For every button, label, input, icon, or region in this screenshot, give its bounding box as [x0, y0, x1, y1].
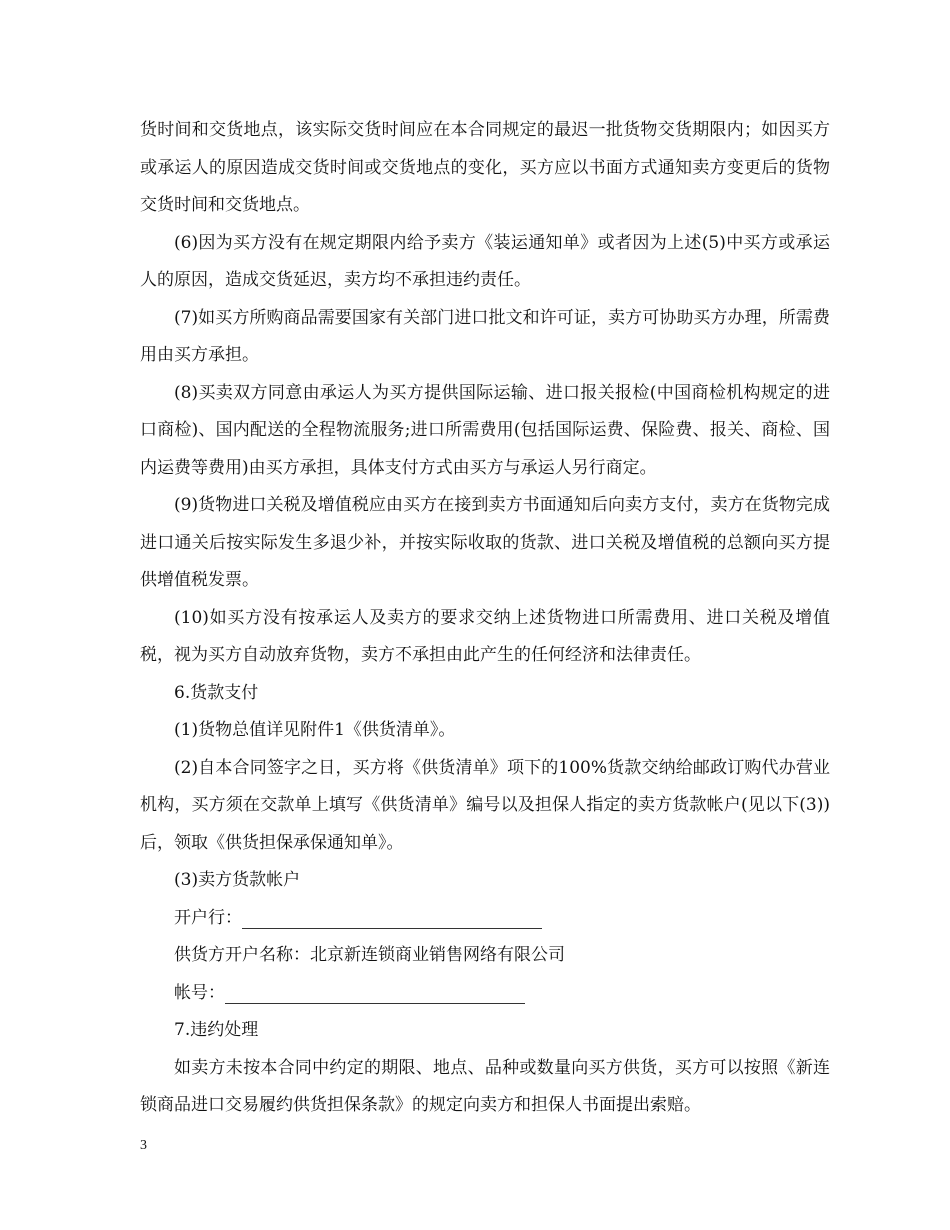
account-number-blank-field [225, 981, 525, 1004]
account-name-line: 供货方开户名称：北京新连锁商业销售网络有限公司 [174, 945, 565, 965]
page-number: 3 [140, 1138, 147, 1153]
section-6-heading: 6.货款支付 [174, 682, 259, 703]
paragraph-delivery-continued: 货时间和交货地点，该实际交货时间应在本合同规定的最迟一批货物交货期限内；如因买方或承运人的原因造成交货时间或交货地点的变化，买方应以书面方式通知卖方变更后的货物交货时间和交货地点。 [140, 120, 830, 215]
bank-line [140, 900, 830, 938]
document-body [140, 112, 830, 1125]
paragraph-clause-9: (9)货物进口关税及增值税应由买方在接到卖方书面通知后向卖方支付，卖方在货物完成进口通关后按实际发生多退少补，并按实际收取的货款、进口关税及增值税的总额向买方提供增值税发票。 [140, 495, 830, 590]
account-number-line [140, 975, 830, 1013]
section-7-heading: 7.违约处理 [174, 1020, 259, 1040]
paragraph-payment-3: (3)卖方货款帐户 [174, 870, 301, 890]
paragraph-clause-6: (6)因为买方没有在规定期限内给予卖方《装运通知单》或者因为上述(5)中买方或承运人的原因，造成交货延迟，卖方均不承担违约责任。 [140, 232, 830, 290]
account-number-label: 帐号： [174, 982, 225, 1003]
paragraph-payment-2: (2)自本合同签字之日，买方将《供货清单》项下的100%货款交纳给邮政订购代办营业机构，买方须在交款单上填写《供货清单》编号以及担保人指定的卖方货款帐户(见以下(3))后，领取《供货担保承保通知单》。 [140, 757, 830, 853]
paragraph-payment-1: (1)货物总值详见附件1《供货清单》。 [174, 720, 456, 740]
paragraph-clause-10: (10)如买方没有按承运人及卖方的要求交纳上述货物进口所需费用、进口关税及增值税，视为买方自动放弃货物，卖方不承担由此产生的任何经济和法律责任。 [140, 607, 830, 665]
bank-label: 开户行： [174, 907, 242, 928]
paragraph-breach: 如卖方未按本合同中约定的期限、地点、品种或数量向买方供货，买方可以按照《新连锁商品进口交易履约供货担保条款》的规定向卖方和担保人书面提出索赔。 [140, 1057, 830, 1115]
paragraph-clause-7: (7)如买方所购商品需要国家有关部门进口批文和许可证，卖方可协助买方办理，所需费用由买方承担。 [140, 307, 830, 365]
paragraph-clause-8: (8)买卖双方同意由承运人为买方提供国际运输、进口报关报检(中国商检机构规定的进口商检)、国内配送的全程物流服务;进口所需费用(包括国际运费、保险费、报关、商检、国内运费等费用)由买方承担，具体支付方式由买方与承运人另行商定。 [140, 382, 830, 478]
bank-blank-field [242, 906, 542, 929]
